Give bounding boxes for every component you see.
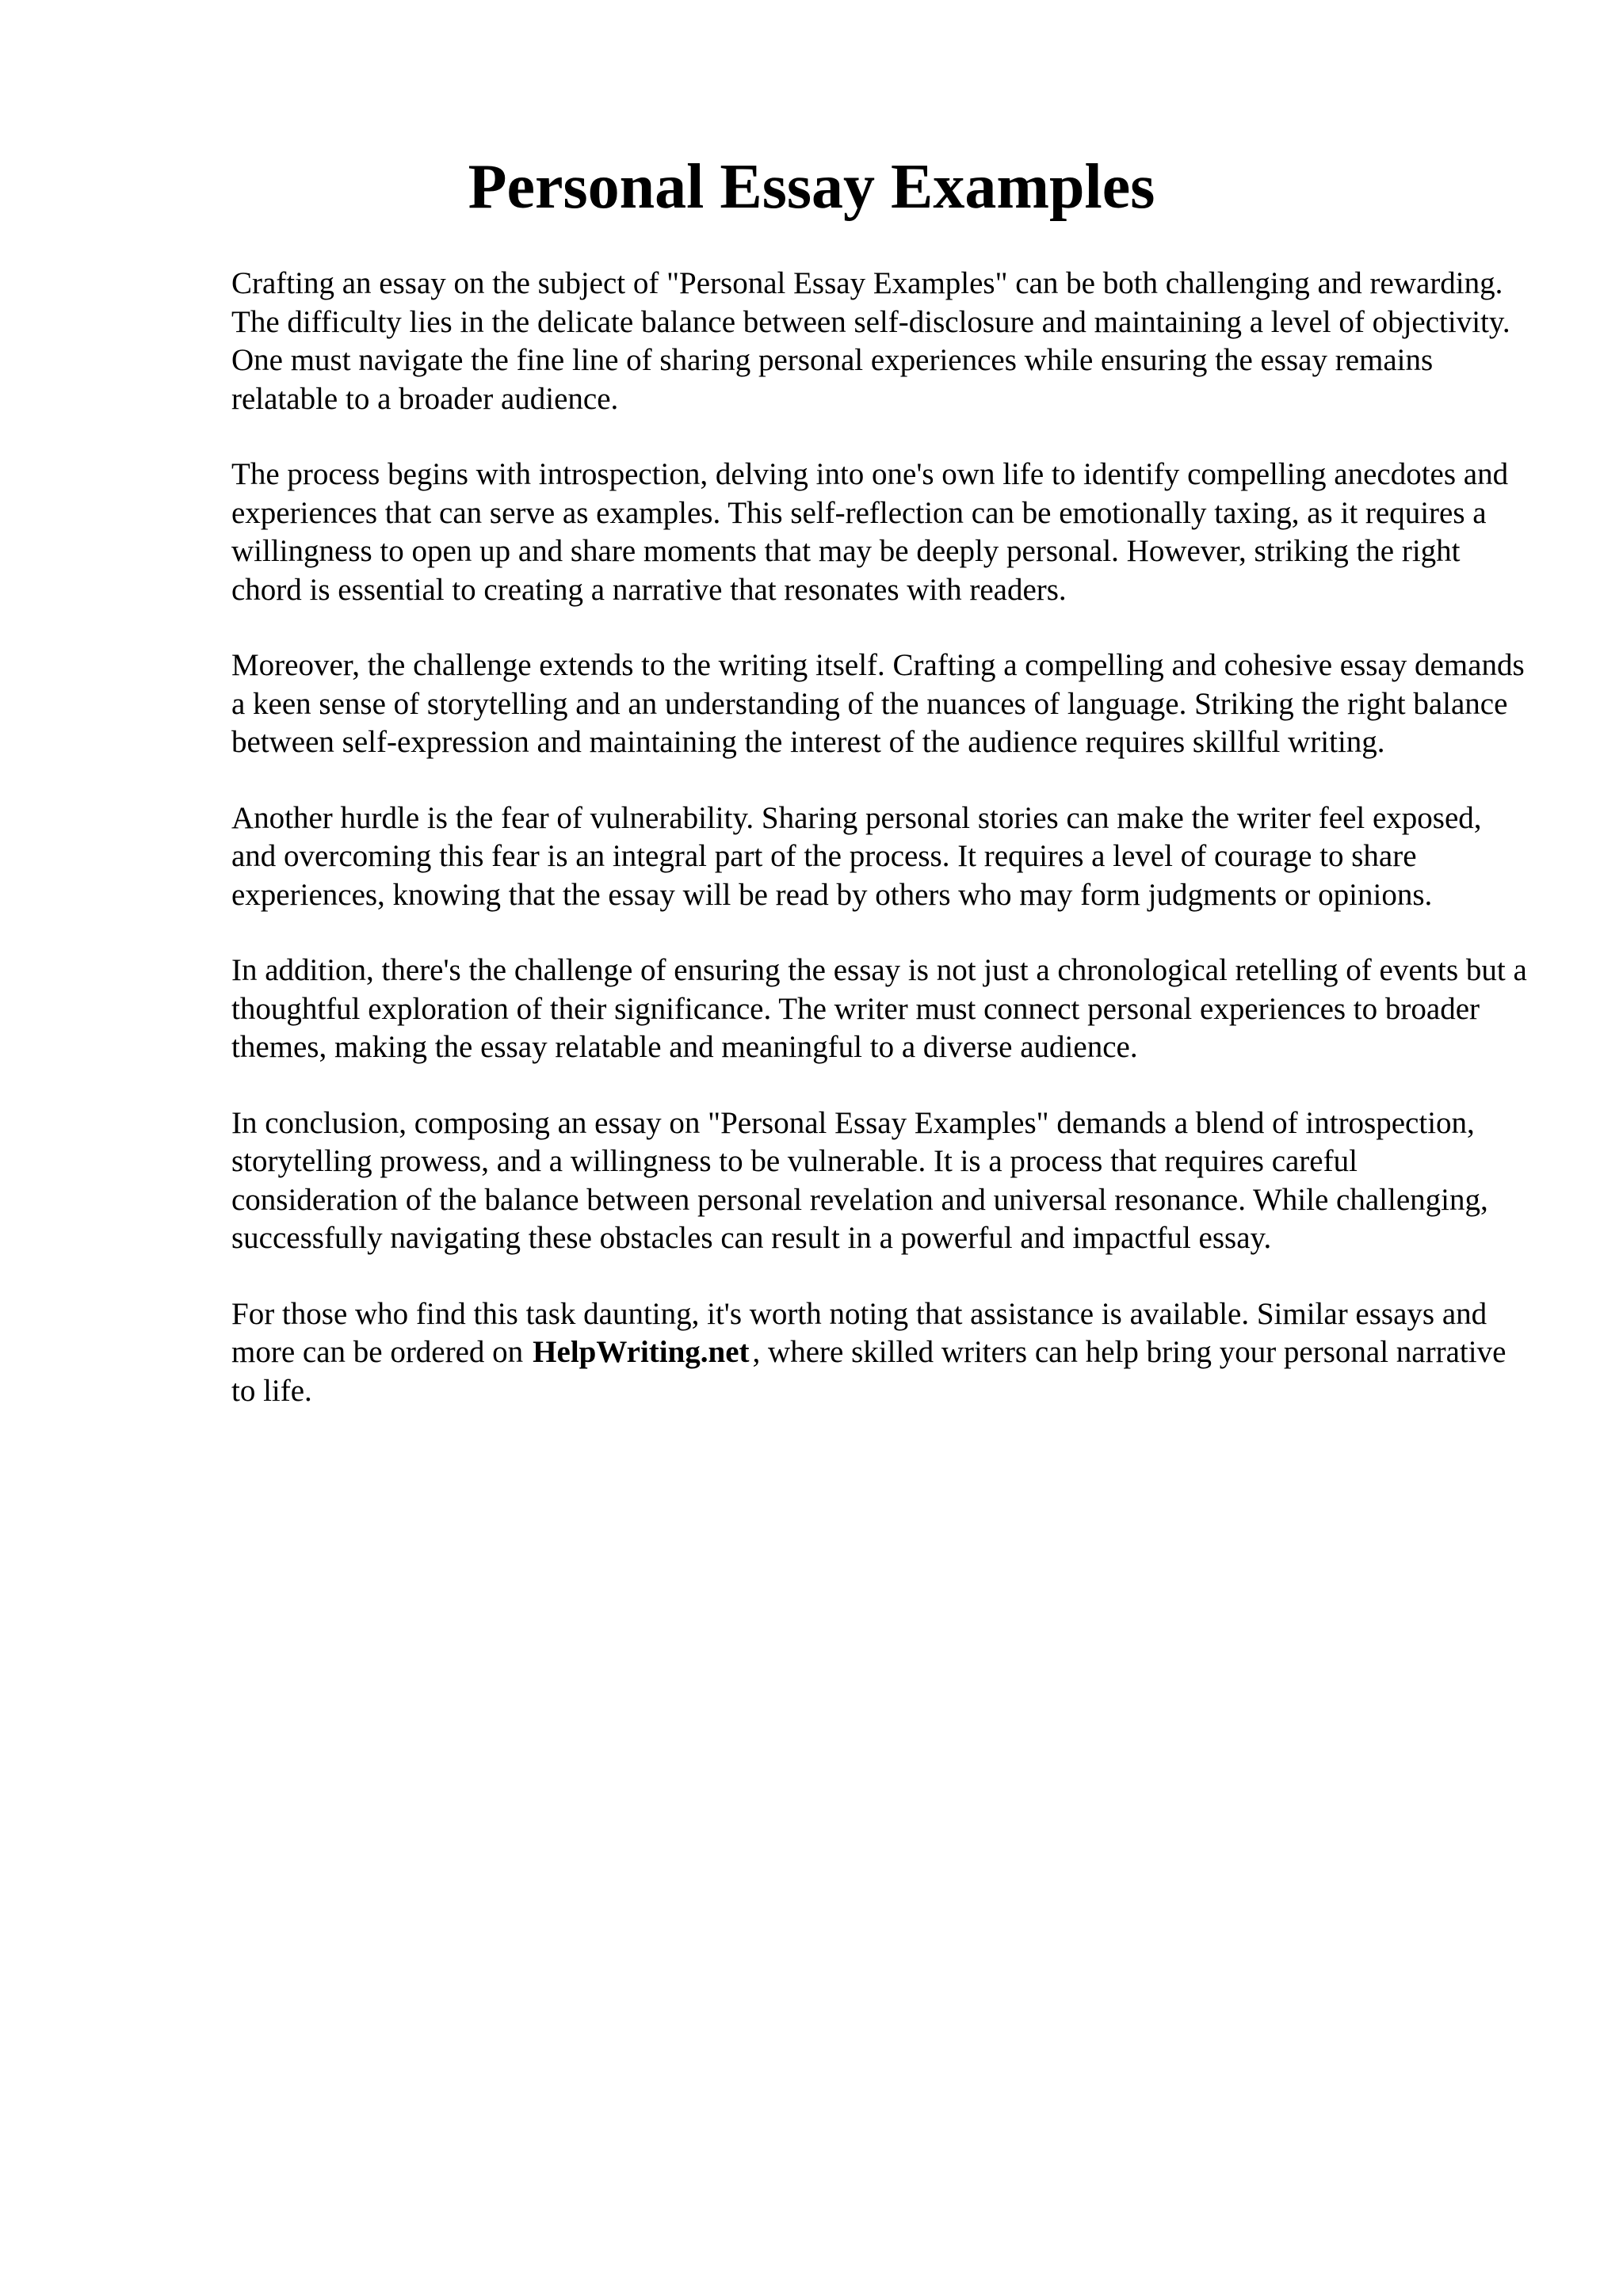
closing-paragraph	[231, 1295, 1531, 1411]
page-title: Personal Essay Examples	[468, 152, 1155, 222]
paragraph-4: Another hurdle is the fear of vulnerability. Sharing personal stories can make the writer feel exposed, and overcoming this fear is an integral part of the process. It requires a level of courage to share experiences, knowing that the essay will be read by others who may form judgments or opinions.	[231, 800, 1482, 912]
paragraph-6: In conclusion, composing an essay on "Personal Essay Examples" demands a blend of introspection, storytelling prowess, and a willingness to be vulnerable. It is a process that requires careful consideration of the balance between personal revelation and universal resonance. While challenging, successfully navigating these obstacles can result in a powerful and impactful essay.	[231, 1105, 1488, 1255]
closing-text-after-link: , where skilled writers can help bring your personal narrative to life.	[231, 1335, 1507, 1408]
paragraph-3: Moreover, the challenge extends to the writing itself. Crafting a compelling and cohesive essay demands a keen sense of storytelling and an understanding of the nuances of language. Striking the right balance between self-expression and maintaining the interest of the audience requires skillful writing.	[231, 648, 1525, 759]
paragraph-2: The process begins with introspection, delving into one's own life to identify compelling anecdotes and experiences that can serve as examples. This self-reflection can be emotionally taxing, as it requires a willingness to open up and share moments that may be deeply personal. However, striking the right chord is essential to creating a narrative that resonates with readers.	[231, 457, 1509, 607]
paragraph-5: In addition, there's the challenge of ensuring the essay is not just a chronological retelling of events but a thoughtful exploration of their significance. The writer must connect personal experiences to broader themes, making the essay relatable and meaningful to a diverse audience.	[231, 953, 1527, 1064]
paragraph-1: Crafting an essay on the subject of "Personal Essay Examples" can be both challenging and rewarding. The difficulty lies in the delicate balance between self-disclosure and maintaining a level of objectivity. One must navigate the fine line of sharing personal experiences while ensuring the essay remains relatable to a broader audience.	[231, 266, 1510, 416]
closing-text-before-link: For those who find this task daunting, it's worth noting that assistance is available. Similar essays and more can be ordered on	[231, 1296, 1487, 1369]
essay-body	[231, 265, 1531, 1447]
helpwriting-link[interactable]: HelpWriting.net	[533, 1335, 750, 1369]
